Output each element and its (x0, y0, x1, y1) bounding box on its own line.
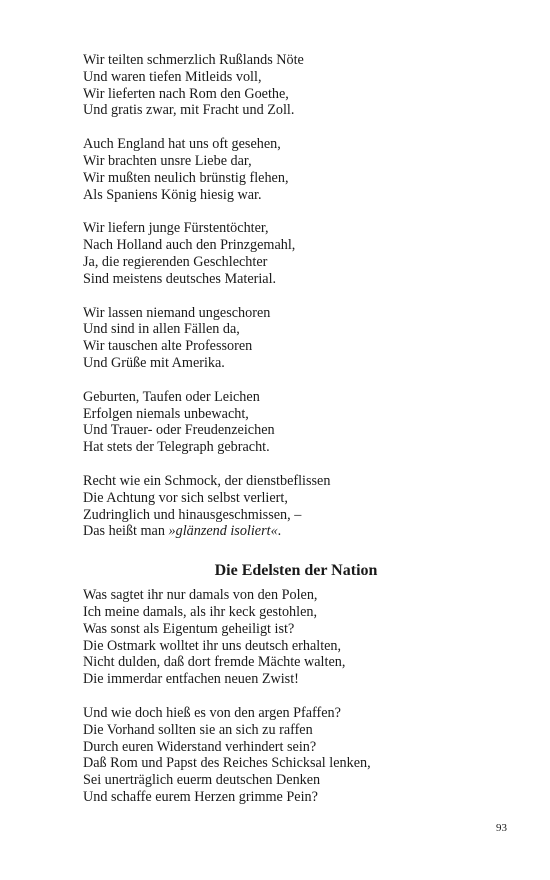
verse-line: Als Spaniens König hiesig war. (83, 186, 262, 203)
verse-line: Erfolgen niemals unbewacht, (83, 405, 249, 422)
verse-line: Die Ostmark wolltet ihr uns deutsch erhalten, (83, 637, 342, 654)
verse-line: Wir brachten unsre Liebe dar, (83, 152, 252, 169)
verse-line: Zudringlich und hinausgeschmissen, – (83, 506, 302, 523)
verse-line: Und Trauer- oder Freudenzeichen (83, 422, 275, 439)
poem1-stanza-4 (83, 305, 483, 372)
verse-line: Die Vorhand sollten sie an sich zu raffen (83, 721, 313, 738)
verse-line: Und wie doch hieß es von den argen Pfaffen? (83, 704, 341, 721)
verse-line: Was sagtet ihr nur damals von den Polen, (83, 587, 318, 604)
poem1-stanza-3 (83, 220, 483, 287)
poem1-stanza-6 (83, 473, 483, 540)
verse-line: Und schaffe eurem Herzen grimme Pein? (83, 788, 318, 805)
poem1-stanza-1 (83, 52, 483, 119)
verse-line: Durch euren Widerstand verhindert sein? (83, 738, 317, 755)
verse-line: Ich meine damals, als ihr keck gestohlen, (83, 603, 318, 620)
verse-line: Wir liefern junge Fürstentöchter, (83, 220, 269, 237)
verse-line: Und sind in allen Fällen da, (83, 321, 240, 338)
verse-line: Und gratis zwar, mit Fracht und Zoll. (83, 102, 295, 119)
verse-line: Wir teilten schmerzlich Rußlands Nöte (83, 52, 304, 68)
verse-line: Hat stets der Telegraph gebracht. (83, 439, 270, 456)
verse-line: Geburten, Taufen oder Leichen (83, 388, 260, 405)
verse-line: Und Grüße mit Amerika. (83, 354, 225, 371)
verse-line: Und waren tiefen Mitleids voll, (83, 68, 262, 85)
verse-line: Wir tauschen alte Professoren (83, 338, 253, 355)
verse-line: Wir lieferten nach Rom den Goethe, (83, 85, 289, 102)
verse-line: Die Achtung vor sich selbst verliert, (83, 489, 288, 506)
verse-line: Auch England hat uns oft gesehen, (83, 136, 281, 153)
verse-line: Ja, die regierenden Geschlechter (83, 253, 268, 270)
poem2-stanza-2 (83, 705, 483, 806)
verse-punctuation: . (277, 523, 282, 540)
verse-line: Sei unerträglich euerm deutschen Denken (83, 772, 321, 789)
poem-title: Die Edelsten der Nation (214, 562, 378, 580)
verse-line: Nicht dulden, daß dort fremde Mächte walten, (83, 654, 346, 671)
page-number: 93 (496, 822, 507, 834)
verse-line: Wir mußten neulich brünstig flehen, (83, 169, 289, 186)
verse-line: Die immerdar entfachen neuen Zwist! (83, 671, 299, 688)
verse-line-final (83, 523, 483, 540)
verse-line: Daß Rom und Papst des Reiches Schicksal lenken, (83, 755, 371, 772)
verse-line: Wir lassen niemand ungeschoren (83, 304, 271, 321)
poem1-stanza-2 (83, 136, 483, 203)
verse-line: Was sonst als Eigentum geheiligt ist? (83, 620, 295, 637)
poem2-stanza-1 (83, 587, 483, 688)
verse-line: Sind meistens deutsches Material. (83, 270, 277, 287)
verse-line: Recht wie ein Schmock, der dienstbeflissen (83, 472, 331, 489)
page-body (83, 52, 483, 823)
poem1-stanza-5 (83, 389, 483, 456)
verse-line: Nach Holland auch den Prinzgemahl, (83, 237, 296, 254)
emphasized-phrase: »glänzend isoliert« (168, 523, 278, 540)
verse-text: Das heißt man (83, 523, 169, 540)
